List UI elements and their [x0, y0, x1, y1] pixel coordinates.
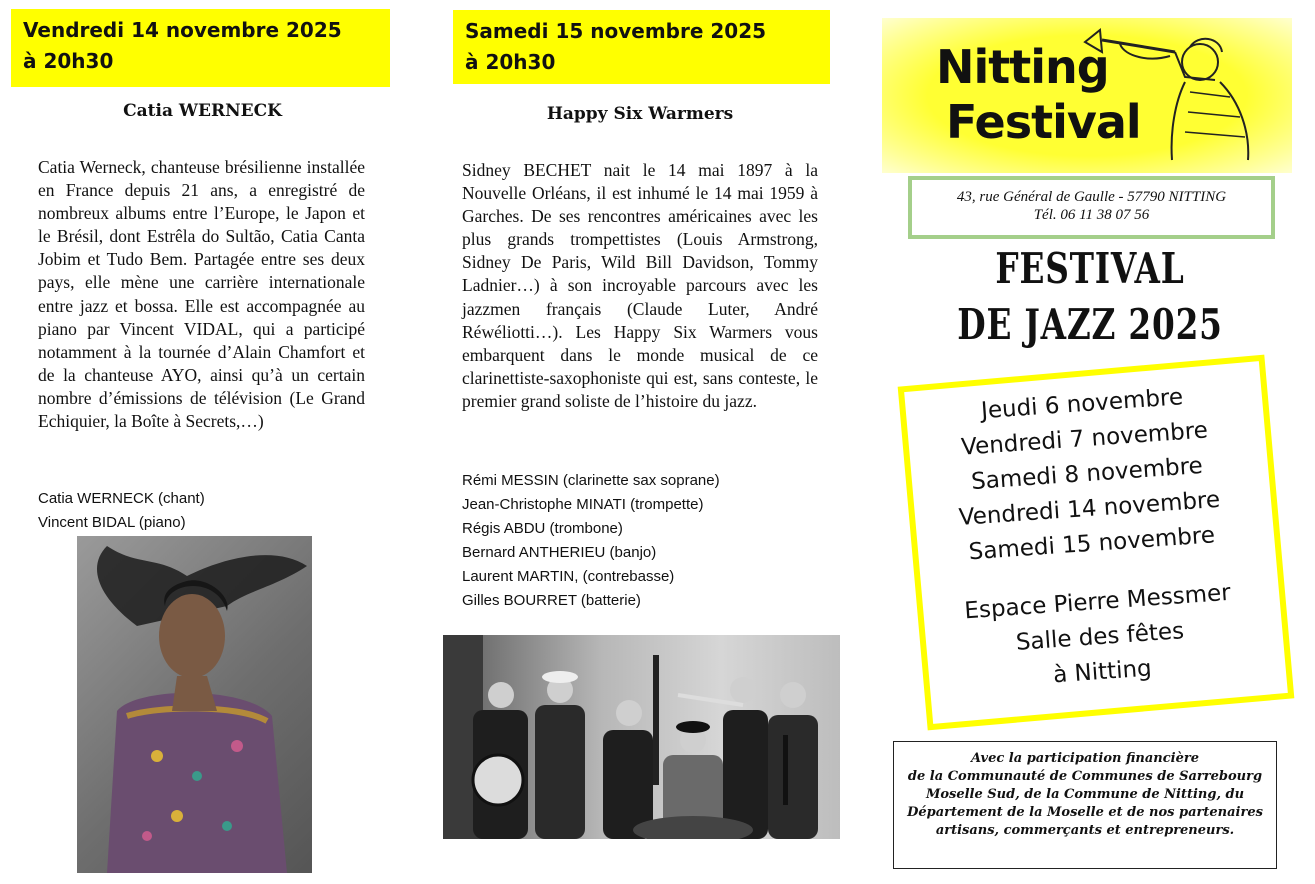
concert2-date: Samedi 15 novembre 2025: [465, 19, 767, 43]
venue-line: Salle des fêtes: [1015, 618, 1185, 656]
concert1-artist: Catia WERNECK: [123, 101, 282, 121]
concert2-lineup: [462, 469, 720, 613]
concert1-bio: Catia Werneck, chanteuse brésilienne installée en France depuis 21 ans, a enregistré de nombreux albums entre l’Europe, le Japon et le Brésil, dont Estrêla do Sultão, Catia Canta Jobim et Tudo Bem. Partagée entre ses deux pays, elle mène une carrière internationale entre jazz et bossa. Elle est accompagnée au piano par Vincent VIDAL, qui a participé notamment à la tournée d’Alain Chamfort et de la chanteuse AYO, ainsi qu’à un certain nombre d’émissions de télévision (Le Grand Echiquier, la Boîte à Secrets,…): [38, 157, 365, 432]
musician: Gilles BOURRET (batterie): [462, 592, 641, 609]
musician: Laurent MARTIN, (contrebasse): [462, 568, 675, 585]
date-item: Vendredi 14 novembre: [957, 486, 1221, 532]
logo-line1: Nitting: [936, 40, 1109, 94]
address-box: [908, 176, 1275, 239]
festival-title-line2: DE JAZZ 2025: [957, 300, 1223, 349]
concert2-bio: Sidney BECHET nait le 14 mai 1897 à la Nouvelle Orléans, il est inhumé le 14 mai 1959 à Garches. De ses rencontres américaines avec les plus grands trompettistes (Louis Armstrong, Sidney De Paris, Wild Bill Davidson, Tommy Ladnier…) à son incroyable parcours avec les jazzmen français (Claude Luter, André Réwéliotti…). Les Happy Six Warmers vous embarquent dans le monde musical de ce clarinettiste-saxophoniste qui est, sans conteste, le premier grand soliste de l’histoire du jazz.: [462, 160, 818, 411]
logo-line2: Festival: [946, 95, 1141, 149]
sponsor-line: Moselle Sud, de la Commune de Nitting, du: [925, 787, 1245, 802]
concert1-time: à 20h30: [23, 49, 114, 73]
date-item: Samedi 8 novembre: [970, 452, 1204, 496]
musician: Rémi MESSIN (clarinette sax soprane): [462, 472, 720, 489]
sponsor-line: de la Communauté de Communes de Sarrebourg: [907, 769, 1263, 784]
concert1-date: Vendredi 14 novembre 2025: [23, 18, 342, 42]
festival-title-line1: FESTIVAL: [995, 244, 1185, 293]
concert2-date-box: [453, 10, 830, 84]
venue-line: à Nitting: [1052, 655, 1153, 689]
musician: Vincent BIDAL (piano): [38, 514, 186, 531]
concert2-artist: Happy Six Warmers: [546, 104, 734, 124]
date-item: Samedi 15 novembre: [967, 522, 1216, 566]
sponsor-box: [893, 741, 1277, 869]
musician: Bernard ANTHERIEU (banjo): [462, 544, 657, 561]
musician: Catia WERNECK (chant): [38, 490, 205, 507]
venue-line: Espace Pierre Messmer: [963, 579, 1232, 625]
date-item: Jeudi 6 novembre: [980, 384, 1184, 425]
concert2-time: à 20h30: [465, 50, 556, 74]
trumpet-player-icon: [1080, 22, 1270, 162]
catia-werneck-photo: [77, 536, 312, 873]
venue: [937, 574, 1264, 701]
address-line: 43, rue Général de Gaulle - 57790 NITTING: [956, 189, 1227, 205]
musician: Jean-Christophe MINATI (trompette): [462, 496, 704, 513]
sponsor-line: artisans, commerçants et entrepreneurs.: [935, 823, 1235, 838]
concert1-date-box: [11, 9, 390, 87]
happy-six-warmers-photo: [443, 635, 840, 839]
sponsor-line: Département de la Moselle et de nos partenaires: [907, 805, 1263, 820]
date-item: Vendredi 7 novembre: [960, 417, 1209, 461]
phone-line: Tél. 06 11 38 07 56: [1033, 207, 1150, 223]
sponsor-line: Avec la participation financière: [970, 751, 1199, 766]
musician: Régis ABDU (trombone): [462, 520, 623, 537]
date-list: [926, 376, 1247, 572]
concert1-lineup: [38, 487, 205, 535]
